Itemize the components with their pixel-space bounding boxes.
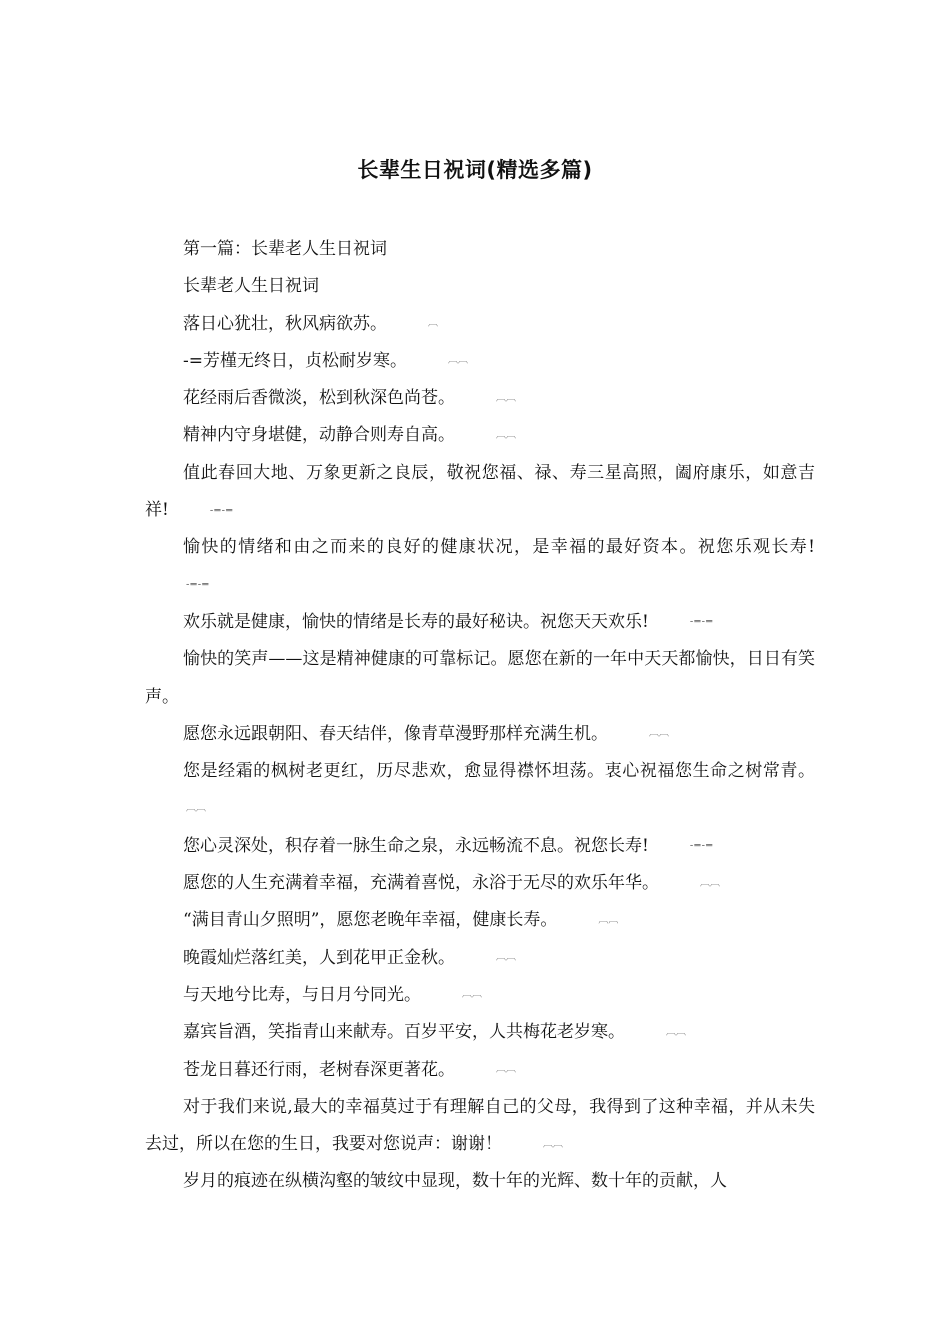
- decorative-mark: ︹: [428, 319, 438, 329]
- decorative-mark: ︹︹: [496, 393, 516, 403]
- paragraph: 愉快的情绪和由之而来的良好的健康状况，是幸福的最好资本。祝您乐观长寿!-=-=: [145, 529, 815, 604]
- paragraph: 苍龙日暮还行雨，老树春深更著花。 ︹︹: [183, 1059, 516, 1080]
- decorative-mark: ︹︹: [448, 356, 468, 366]
- paragraph: 欢乐就是健康，愉快的情绪是长寿的最好秘诀。祝您天天欢乐! -=-=: [183, 611, 714, 632]
- paragraph: 第一篇：长辈老人生日祝词: [183, 239, 387, 259]
- paragraph: 您心灵深处，积存着一脉生命之泉，永远畅流不息。祝您长寿! -=-=: [183, 835, 714, 856]
- paragraph: 长辈老人生日祝词: [183, 276, 319, 297]
- paragraph: 愿您的人生充满着幸福，充满着喜悦，永浴于无尽的欢乐年华。 ︹︹: [183, 873, 720, 894]
- decorative-mark: ︹︹: [496, 953, 516, 963]
- decorative-mark: ︹︹: [186, 804, 206, 813]
- decorative-mark: ︹︹: [700, 878, 720, 888]
- paragraph: 与天地兮比寿，与日月兮同光。 ︹︹: [183, 984, 482, 1005]
- paragraph: 落日心犹壮，秋风病欲苏。 ︹: [183, 313, 438, 334]
- decorative-mark: ︹︹: [598, 916, 619, 925]
- decorative-mark: -=-=: [186, 580, 210, 590]
- decorative-mark: ︹︹: [462, 990, 482, 1000]
- decorative-mark: ︹︹: [496, 1065, 516, 1075]
- decorative-mark: ︹︹: [649, 729, 669, 739]
- paragraph: -=芳槿无终日，贞松耐岁寒。 ︹︹: [183, 350, 468, 371]
- decorative-mark: ︹︹: [666, 1027, 686, 1037]
- paragraph: 晚霞灿烂落红美，人到花甲正金秋。 ︹︹: [183, 947, 516, 968]
- paragraph: 愉快的笑声——这是精神健康的可靠标记。愿您在新的一年中天天都愉快，日日有笑声。: [145, 649, 815, 707]
- decorative-mark: -=-=: [209, 505, 234, 515]
- paragraph: 愿您永远跟朝阳、春天结伴，像青草漫野那样充满生机。 ︹︹: [183, 723, 669, 744]
- decorative-mark: -=-=: [689, 617, 714, 627]
- decorative-mark: ︹︹: [496, 431, 516, 440]
- decorative-mark: ︹︹: [543, 1139, 563, 1149]
- document-title: 长辈生日祝词(精选多篇): [357, 158, 593, 182]
- decorative-mark: -=-=: [689, 841, 714, 851]
- paragraph: “满目青山夕照明”，愿您老晚年幸福，健康长寿。 ︹︹: [183, 910, 619, 931]
- paragraph: 精神内守身堪健，动静合则寿自高。 ︹︹: [183, 425, 516, 446]
- paragraph: 嘉宾旨酒，笑指青山来献寿。百岁平安，人共梅花老岁寒。 ︹︹: [183, 1022, 686, 1043]
- paragraph: 岁月的痕迹在纵横沟壑的皱纹中显现，数十年的光辉、数十年的贡献，人: [183, 1171, 727, 1192]
- paragraph: 花经雨后香微淡，松到秋深色尚苍。 ︹︹: [183, 388, 516, 409]
- paragraph: 您是经霜的枫树老更红，历尽悲欢，愈显得襟怀坦荡。衷心祝福您生命之树常青。︹︹: [145, 753, 815, 828]
- document-body: [145, 231, 815, 1201]
- paragraph: 值此春回大地、万象更新之良辰，敬祝您福、禄、寿三星高照，阖府康乐，如意吉祥! -=-=: [145, 462, 815, 521]
- paragraph: 对于我们来说,最大的幸福莫过于有理解自己的父母，我得到了这种幸福，并从未失去过，所以在您的生日，我要对您说声：谢谢！ ︹︹: [145, 1096, 815, 1155]
